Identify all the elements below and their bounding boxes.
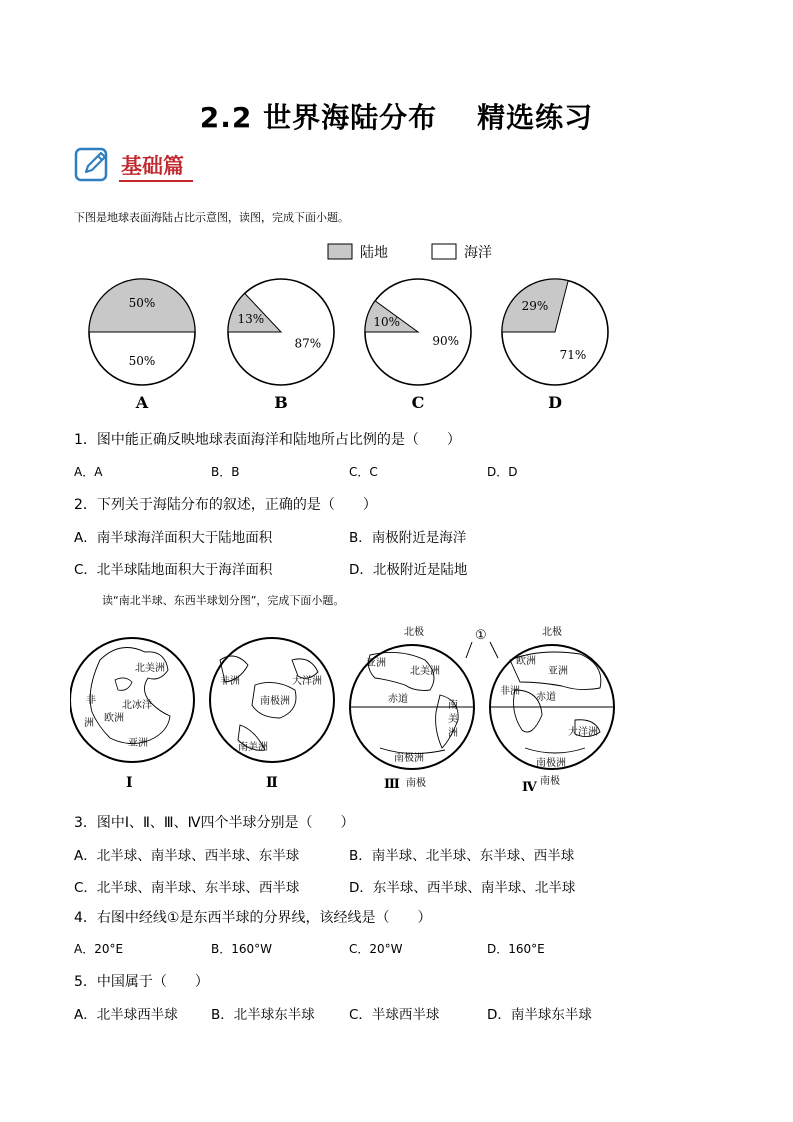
intro-text-2: 读“南北半球、东西半球划分图”，完成下面小题。 xyxy=(102,594,345,607)
q1-option-a[interactable]: A．A xyxy=(74,465,103,479)
h4-label-antarctica: 南极洲 xyxy=(536,758,566,769)
pie-b xyxy=(228,279,334,412)
q1-option-b[interactable]: B．B xyxy=(211,465,240,479)
q5-option-b[interactable]: B．北半球东半球 xyxy=(211,1007,315,1023)
h3-north-pole: 北极 xyxy=(404,627,424,638)
h2-label-africa: 非洲 xyxy=(220,676,240,687)
pie-b-letter: B xyxy=(274,393,288,412)
legend-ocean-label: 海洋 xyxy=(464,245,492,261)
h4-label-asia: 亚洲 xyxy=(548,666,568,677)
pie-b-land-label: 13% xyxy=(237,311,265,326)
h1-label-arctic-ocean: 北冰洋 xyxy=(122,700,152,711)
legend-land-swatch xyxy=(328,244,352,259)
h4-label-oceania: 大洋洲 xyxy=(568,727,598,738)
title-main: 世界海陆分布 xyxy=(263,101,438,134)
q2-option-d[interactable]: D．北极附近是陆地 xyxy=(349,562,468,578)
h1-label-asia: 亚洲 xyxy=(128,738,148,749)
hemisphere-1 xyxy=(70,638,194,791)
q5-stem: 5．中国属于（ ） xyxy=(74,974,209,990)
title-prefix: 2.2 xyxy=(199,101,253,134)
page-title xyxy=(0,96,793,136)
pie-a-ocean-label: 50% xyxy=(128,354,156,369)
hemisphere-3 xyxy=(350,625,474,792)
pie-d xyxy=(502,279,608,412)
pie-a-letter: A xyxy=(135,393,149,412)
q2-option-a[interactable]: A．南半球海洋面积大于陆地面积 xyxy=(74,530,273,546)
h3-label-america: 美 xyxy=(448,714,458,725)
q1-stem: 1．图中能正确反映地球表面海洋和陆地所占比例的是（ ） xyxy=(74,432,461,448)
pie-c-ocean-label: 90% xyxy=(432,334,460,348)
h4-south-pole: 南极 xyxy=(540,776,560,787)
h3-label-asia: 亚洲 xyxy=(366,658,386,669)
legend-land-label: 陆地 xyxy=(360,245,388,261)
h1-label-europe: 欧洲 xyxy=(104,713,124,724)
q3-stem: 3．图中Ⅰ、Ⅱ、Ⅲ、Ⅳ四个半球分别是（ ） xyxy=(74,815,355,831)
section-label: 基础篇 xyxy=(121,153,184,178)
h3-label-south: 南 xyxy=(448,700,458,711)
h3-numeral: Ⅲ xyxy=(384,777,400,792)
pie-d-letter: D xyxy=(548,393,562,412)
hemisphere-4 xyxy=(490,625,614,795)
q4-option-c[interactable]: C．20°W xyxy=(349,942,403,956)
pie-d-ocean-label: 71% xyxy=(559,348,587,362)
q3-option-d[interactable]: D．东半球、西半球、南半球、北半球 xyxy=(349,880,576,896)
h2-numeral: Ⅱ xyxy=(266,775,278,791)
h4-label-europe: 欧洲 xyxy=(516,656,536,667)
h3-label-north-america: 北美洲 xyxy=(410,666,440,677)
pie-a-land-label: 50% xyxy=(128,295,156,310)
q4-option-a[interactable]: A．20°E xyxy=(74,942,124,956)
q4-option-b[interactable]: B．160°W xyxy=(211,942,273,956)
q2-stem: 2．下列关于海陆分布的叙述，正确的是（ ） xyxy=(74,497,377,513)
h4-north-pole: 北极 xyxy=(542,627,562,638)
title-suffix: 精选练习 xyxy=(477,101,594,134)
q5-option-c[interactable]: C．半球西半球 xyxy=(349,1007,440,1023)
hemisphere-2 xyxy=(210,638,334,791)
q4-option-d[interactable]: D．160°E xyxy=(487,942,545,956)
q3-option-c[interactable]: C．北半球、南半球、东半球、西半球 xyxy=(74,880,300,896)
h1-label-africa-1: 非 xyxy=(86,695,96,706)
h1-label-africa-2: 洲 xyxy=(84,718,94,729)
q5-option-d[interactable]: D．南半球东半球 xyxy=(487,1007,592,1023)
q2-option-b[interactable]: B．南极附近是海洋 xyxy=(349,530,467,546)
h4-label-equator: 赤道 xyxy=(536,692,556,703)
pie-c xyxy=(365,279,471,412)
q5-option-a[interactable]: A．北半球西半球 xyxy=(74,1007,178,1023)
h1-numeral: Ⅰ xyxy=(126,775,133,791)
q1-option-c[interactable]: C．C xyxy=(349,465,378,479)
pie-c-letter: C xyxy=(411,393,425,412)
pie-c-land-label: 10% xyxy=(373,314,401,329)
pie-b-ocean-label: 87% xyxy=(294,336,322,351)
h4-label-africa: 非洲 xyxy=(500,686,520,697)
h2-label-south-america: 南美洲 xyxy=(238,742,268,753)
hemispheres-figure xyxy=(70,620,625,795)
pie-a xyxy=(89,279,195,412)
q2-option-c[interactable]: C．北半球陆地面积大于海洋面积 xyxy=(74,562,273,578)
h4-numeral: Ⅳ xyxy=(522,780,537,795)
q3-option-a[interactable]: A．北半球、南半球、西半球、东半球 xyxy=(74,848,300,864)
legend-ocean-swatch xyxy=(432,244,456,259)
h2-label-antarctica: 南极洲 xyxy=(260,696,290,707)
land-ocean-pie-figure xyxy=(70,236,630,416)
h1-label-north-america: 北美洲 xyxy=(135,663,165,674)
h3-label-equator: 赤道 xyxy=(388,694,408,705)
section-underline xyxy=(119,180,193,182)
q1-option-d[interactable]: D．D xyxy=(487,465,518,479)
meridian-marker: ① xyxy=(475,628,487,643)
pie-d-land-label: 29% xyxy=(521,299,549,313)
intro-text-1: 下图是地球表面海陆占比示意图，读图，完成下面小题。 xyxy=(74,211,349,224)
h2-label-oceania: 大洋洲 xyxy=(292,676,322,687)
h3-label-antarctica: 南极洲 xyxy=(394,753,424,764)
h3-south-pole: 南极 xyxy=(406,778,426,789)
pencil-note-icon xyxy=(74,146,110,182)
h3-label-continent: 洲 xyxy=(448,728,458,739)
q3-option-b[interactable]: B．南半球、北半球、东半球、西半球 xyxy=(349,848,575,864)
q4-stem: 4．右图中经线①是东西半球的分界线，该经线是（ ） xyxy=(74,910,432,926)
